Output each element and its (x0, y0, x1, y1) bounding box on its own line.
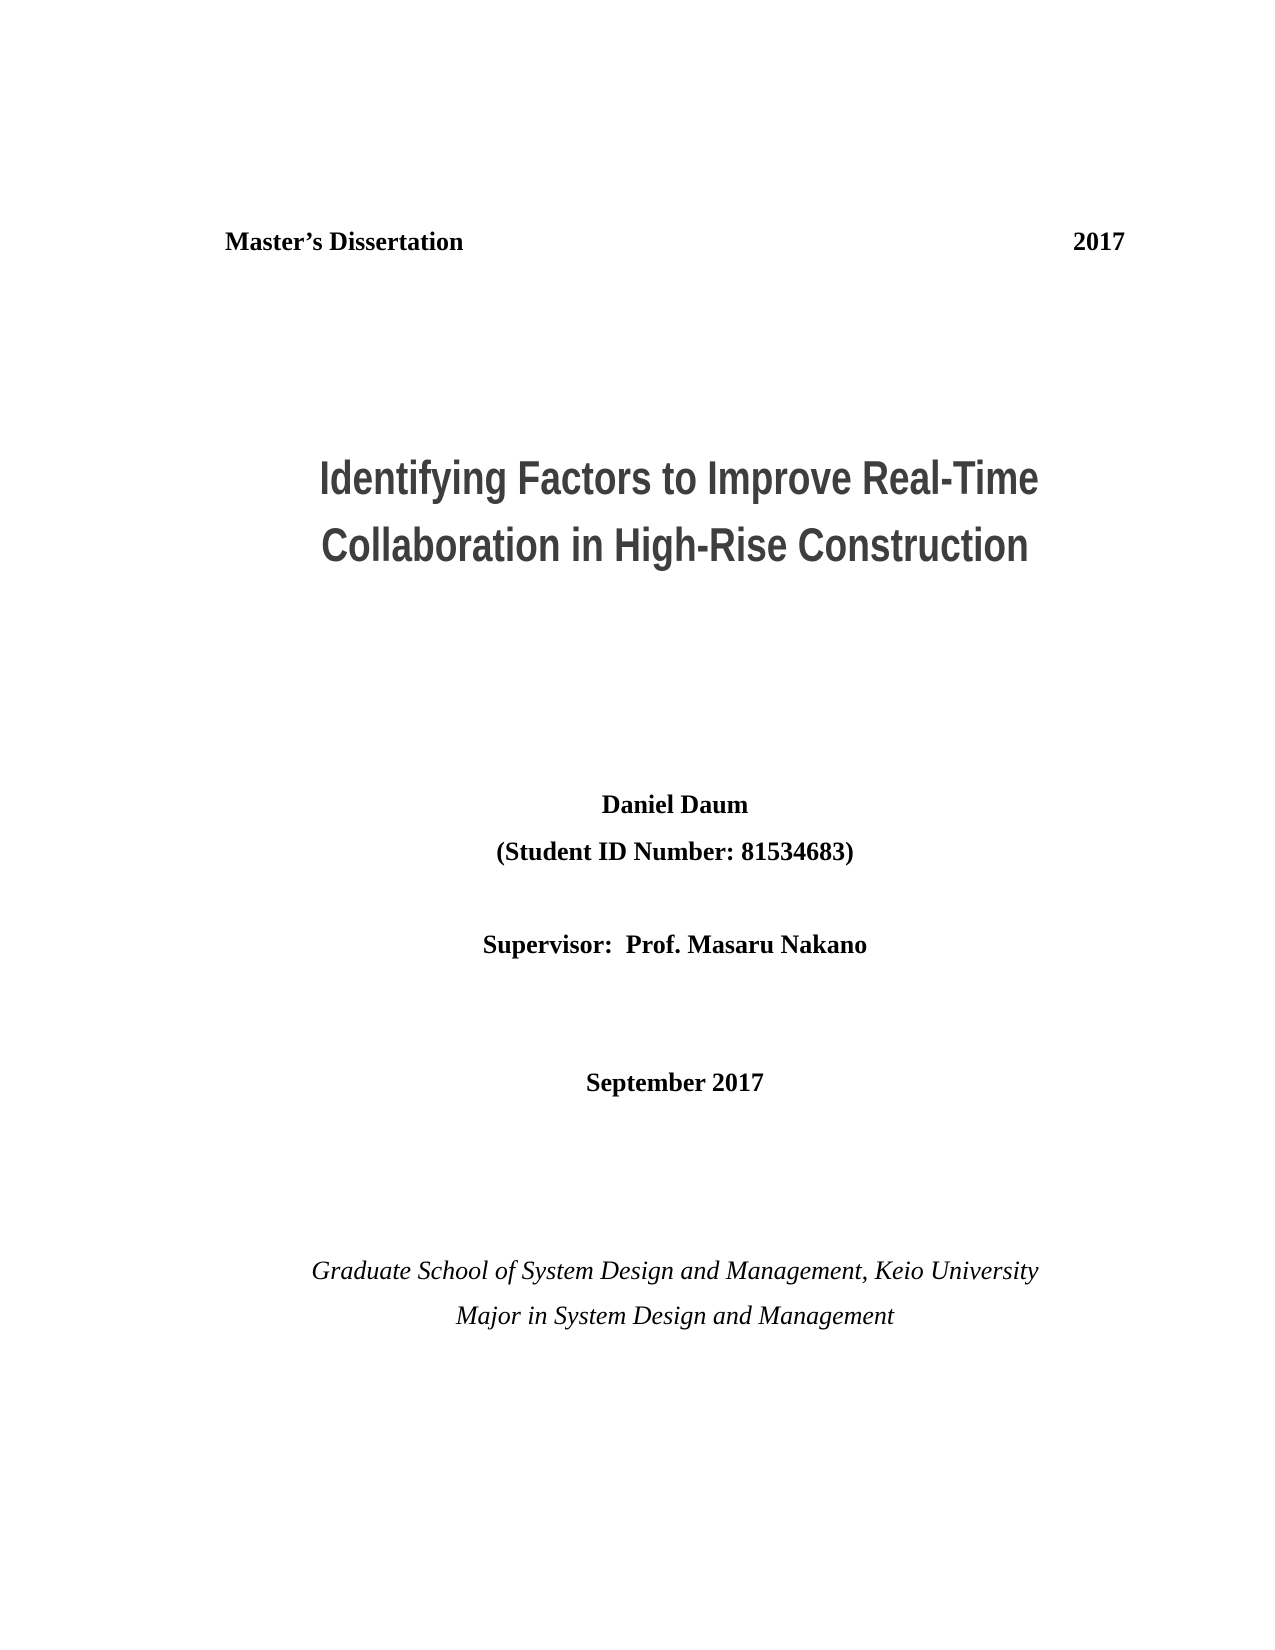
header-year: 2017 (1073, 227, 1125, 256)
affiliation-major: Major in System Design and Management (455, 1301, 895, 1330)
student-id-line: (Student ID Number: 81534683) (496, 837, 854, 866)
publication-date: September 2017 (586, 1068, 764, 1097)
document-type-label: Master’s Dissertation (225, 227, 464, 256)
dissertation-title-line2: Collaboration in High-Rise Construction (321, 518, 1029, 571)
affiliation-school: Graduate School of System Design and Management, Keio University (311, 1256, 1039, 1285)
dissertation-title (319, 444, 1039, 578)
page-header (225, 226, 1125, 257)
dissertation-title-line1: Identifying Factors to Improve Real-Time (319, 451, 1039, 504)
author-name: Daniel Daum (601, 790, 749, 819)
supervisor-line: Supervisor: Prof. Masaru Nakano (482, 930, 868, 959)
